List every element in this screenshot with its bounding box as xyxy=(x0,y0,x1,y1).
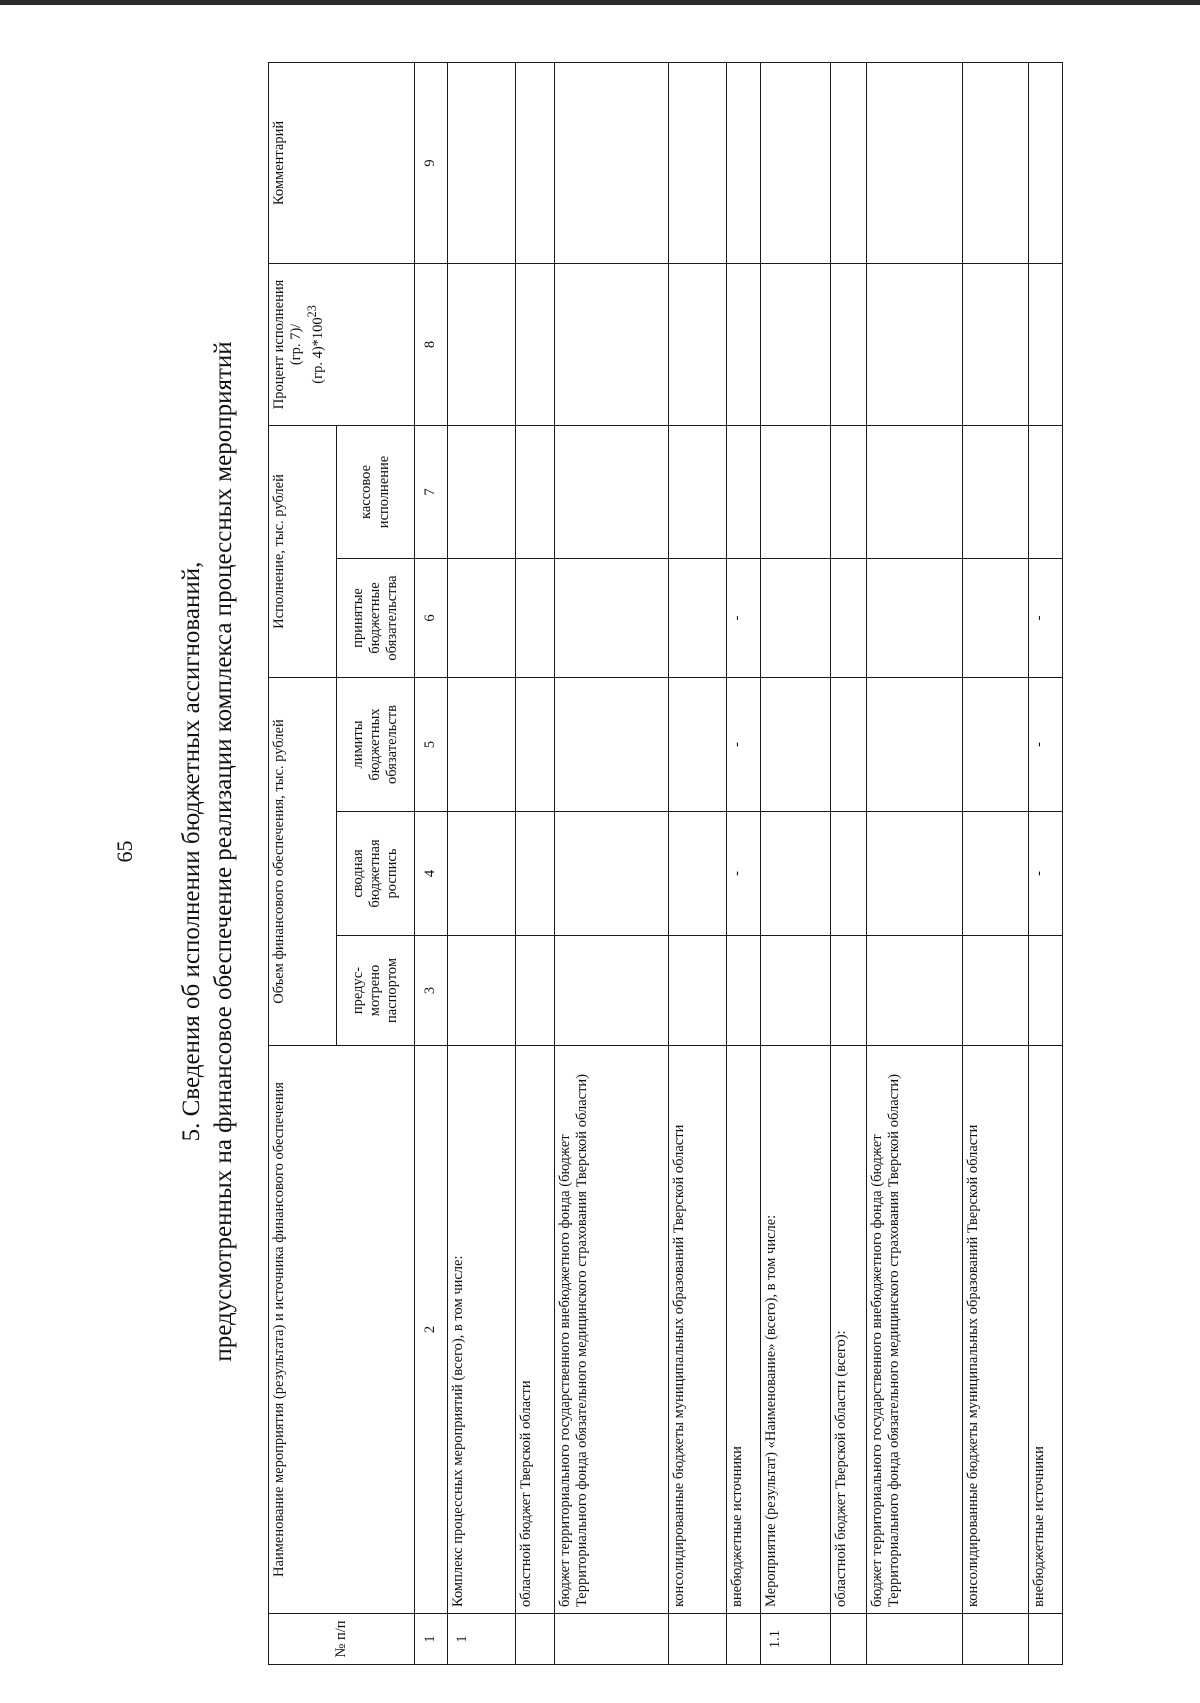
cell-budget-list xyxy=(516,812,555,936)
table-row xyxy=(867,62,963,1664)
cell-limits xyxy=(555,677,669,811)
cell-percent xyxy=(761,263,831,425)
cell-comment xyxy=(727,62,761,263)
cell-cash xyxy=(867,425,963,558)
row-name: внебюджетные источники xyxy=(727,1046,761,1614)
row-num xyxy=(1029,1614,1063,1665)
row-name: областной бюджет Тверской области xyxy=(516,1046,555,1614)
cell-percent xyxy=(831,263,867,425)
cell-comment xyxy=(555,62,669,263)
cell-accepted xyxy=(831,558,867,677)
row-num xyxy=(555,1614,669,1665)
row-name: областной бюджет Тверской области (всего): xyxy=(831,1046,867,1614)
header-comment: Комментарий xyxy=(269,62,415,263)
row-num xyxy=(831,1614,867,1665)
row-name: Комплекс процессных мероприятий (всего), в том числе: xyxy=(448,1046,516,1614)
cell-accepted xyxy=(516,558,555,677)
cell-passport xyxy=(516,936,555,1046)
cell-accepted: - xyxy=(1029,558,1063,677)
cell-percent xyxy=(448,263,516,425)
cell-limits xyxy=(831,677,867,811)
header-num: № п/п xyxy=(269,1614,415,1665)
col-number: 2 xyxy=(415,1046,448,1614)
row-name: бюджет территориального государственного внебюджетного фонда (бюджет Территориального фонда обязательного медицинского страхования Тверской области) xyxy=(555,1046,669,1614)
cell-accepted xyxy=(669,558,727,677)
row-num xyxy=(516,1614,555,1665)
table-row xyxy=(727,62,761,1664)
header-name: Наименование мероприятия (результата) и источника финансового обеспечения xyxy=(269,1046,415,1614)
cell-comment xyxy=(761,62,831,263)
cell-budget-list xyxy=(831,812,867,936)
cell-budget-list xyxy=(555,812,669,936)
cell-passport xyxy=(669,936,727,1046)
cell-percent xyxy=(669,263,727,425)
cell-budget-list xyxy=(448,812,516,936)
cell-percent xyxy=(727,263,761,425)
cell-cash xyxy=(831,425,867,558)
budget-execution-table xyxy=(268,62,1063,1665)
table-row xyxy=(669,62,727,1664)
header-passport: предус-мотрено паспортом xyxy=(337,936,415,1046)
header-accepted: принятые бюджетные обязательства xyxy=(337,558,415,677)
cell-limits xyxy=(867,677,963,811)
table-row xyxy=(516,62,555,1664)
cell-cash xyxy=(516,425,555,558)
cell-cash xyxy=(669,425,727,558)
cell-cash xyxy=(555,425,669,558)
header-percent-line2: (гр. 7)/ xyxy=(288,323,305,366)
header-cash: кассовое исполнение xyxy=(337,425,415,558)
row-num: 1.1 xyxy=(761,1614,831,1665)
table-row xyxy=(761,62,831,1664)
cell-accepted xyxy=(555,558,669,677)
row-num xyxy=(669,1614,727,1665)
row-num: 1 xyxy=(448,1614,516,1665)
cell-comment xyxy=(867,62,963,263)
cell-budget-list xyxy=(761,812,831,936)
cell-percent xyxy=(963,263,1029,425)
row-name: консолидированные бюджеты муниципальных образований Тверской области xyxy=(669,1046,727,1614)
column-number-row xyxy=(415,62,448,1664)
page-number: 65 xyxy=(112,840,137,863)
header-budget-list: сводная бюджетная роспись xyxy=(337,812,415,936)
cell-limits xyxy=(669,677,727,811)
cell-accepted xyxy=(963,558,1029,677)
cell-passport xyxy=(963,936,1029,1046)
header-limits: лимиты бюджетных обязательств xyxy=(337,677,415,811)
cell-passport xyxy=(761,936,831,1046)
col-number: 5 xyxy=(415,677,448,811)
cell-percent xyxy=(1029,263,1063,425)
cell-passport xyxy=(448,936,516,1046)
cell-accepted xyxy=(448,558,516,677)
row-name: Мероприятие (результат) «Наименование» (всего), в том числе: xyxy=(761,1046,831,1614)
cell-limits xyxy=(761,677,831,811)
cell-comment xyxy=(1029,62,1063,263)
cell-percent xyxy=(555,263,669,425)
cell-percent xyxy=(867,263,963,425)
header-execution-group: Исполнение, тыс. рублей xyxy=(269,425,337,677)
cell-comment xyxy=(516,62,555,263)
cell-cash xyxy=(448,425,516,558)
table-row xyxy=(448,62,516,1664)
cell-accepted xyxy=(867,558,963,677)
section-title-line2: предусмотренных на финансовое обеспечение реализации комплекса процессных мероприятий xyxy=(210,341,237,1362)
cell-limits xyxy=(448,677,516,811)
row-num xyxy=(727,1614,761,1665)
row-name: консолидированные бюджеты муниципальных образований Тверской области xyxy=(963,1046,1029,1614)
cell-comment xyxy=(448,62,516,263)
col-number: 9 xyxy=(415,62,448,263)
row-num xyxy=(963,1614,1029,1665)
footnote-ref: 23 xyxy=(305,305,320,318)
section-title-line1: 5. Сведения об исполнении бюджетных ассигнований, xyxy=(178,561,205,1142)
cell-cash xyxy=(1029,425,1063,558)
row-name: бюджет территориального государственного внебюджетного фонда (бюджет Территориального фонда обязательного медицинского страхования Тверской области) xyxy=(867,1046,963,1614)
cell-cash xyxy=(963,425,1029,558)
cell-comment xyxy=(963,62,1029,263)
header-percent-line1: Процент исполнения xyxy=(271,279,287,410)
cell-comment xyxy=(831,62,867,263)
cell-budget-list: - xyxy=(727,812,761,936)
cell-limits: - xyxy=(727,677,761,811)
header-volume-group: Объем финансового обеспечения, тыс. рублей xyxy=(269,677,337,1045)
cell-accepted xyxy=(761,558,831,677)
cell-passport xyxy=(1029,936,1063,1046)
cell-cash xyxy=(761,425,831,558)
table-row xyxy=(963,62,1029,1664)
cell-budget-list xyxy=(963,812,1029,936)
cell-passport xyxy=(831,936,867,1046)
cell-passport xyxy=(867,936,963,1046)
cell-limits: - xyxy=(1029,677,1063,811)
cell-passport xyxy=(727,936,761,1046)
header-percent-line3: (гр. 4)*100 xyxy=(310,317,327,384)
cell-limits xyxy=(963,677,1029,811)
col-number: 1 xyxy=(415,1614,448,1665)
col-number: 7 xyxy=(415,425,448,558)
cell-limits xyxy=(516,677,555,811)
col-number: 8 xyxy=(415,263,448,425)
table-row xyxy=(831,62,867,1664)
col-number: 4 xyxy=(415,812,448,936)
cell-cash xyxy=(727,425,761,558)
cell-accepted: - xyxy=(727,558,761,677)
cell-percent xyxy=(516,263,555,425)
row-name: внебюджетные источники xyxy=(1029,1046,1063,1614)
cell-budget-list: - xyxy=(1029,812,1063,936)
cell-passport xyxy=(555,936,669,1046)
row-num xyxy=(867,1614,963,1665)
header-percent xyxy=(269,263,415,425)
cell-budget-list xyxy=(867,812,963,936)
table-row xyxy=(555,62,669,1664)
cell-comment xyxy=(669,62,727,263)
cell-budget-list xyxy=(669,812,727,936)
col-number: 6 xyxy=(415,558,448,677)
table-row xyxy=(1029,62,1063,1664)
col-number: 3 xyxy=(415,936,448,1046)
